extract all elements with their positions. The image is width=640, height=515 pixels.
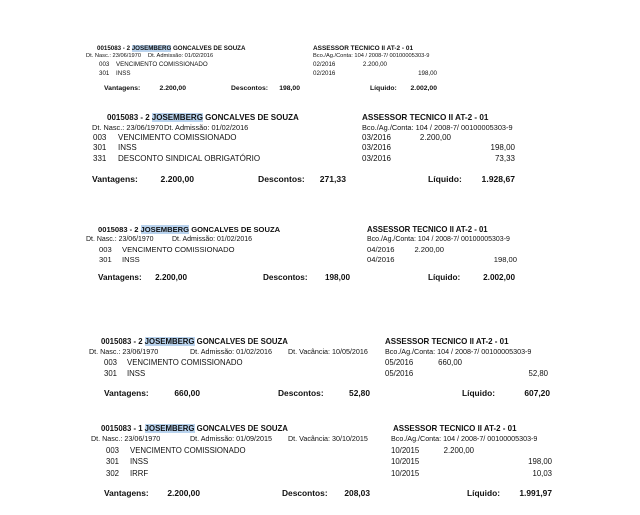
item-description: VENCIMENTO COMISSIONADO bbox=[122, 245, 235, 254]
employee-code: 0015083 - 2 bbox=[101, 337, 143, 346]
descontos-label: Descontos: bbox=[278, 388, 324, 398]
descontos-value: 52,80 bbox=[349, 388, 370, 398]
item-debit: 198,00 bbox=[528, 457, 552, 467]
item-credit: 660,00 bbox=[438, 358, 462, 367]
item-credit: 2.200,00 bbox=[414, 245, 444, 254]
job-position: ASSESSOR TECNICO II AT-2 - 01 bbox=[362, 113, 489, 122]
descontos-label: Descontos: bbox=[258, 173, 305, 184]
liquido-label: Líquido: bbox=[467, 487, 501, 498]
item-code: 003 bbox=[93, 133, 107, 142]
vantagens-value: 2.200,00 bbox=[167, 487, 200, 498]
item-debit: 52,80 bbox=[528, 369, 548, 378]
descontos-value: 208,03 bbox=[344, 487, 370, 498]
item-code: 003 bbox=[106, 446, 120, 455]
vantagens-label: Vantagens: bbox=[92, 173, 138, 184]
descontos-value: 198,00 bbox=[324, 273, 350, 283]
name-rest: GONCALVES DE SOUZA bbox=[202, 113, 299, 122]
birth-date: Dt. Nasc.: 23/06/1970 bbox=[86, 53, 142, 59]
item-code: 302 bbox=[106, 468, 120, 478]
name-highlight: JOSEMBERG bbox=[140, 225, 190, 234]
admission-date: Dt. Admissão: 01/02/2016 bbox=[172, 236, 252, 243]
item-description: INSS bbox=[122, 255, 140, 265]
employee-code: 0015083 - 2 bbox=[107, 113, 150, 122]
admission-date: Dt. Admissão: 01/09/2015 bbox=[190, 435, 272, 443]
liquido-label: Líquido: bbox=[370, 85, 397, 93]
item-period: 03/2016 bbox=[362, 153, 391, 163]
item-debit: 198,00 bbox=[493, 255, 517, 265]
name-highlight: JOSEMBERG bbox=[131, 45, 172, 52]
liquido-value: 1.991,97 bbox=[519, 487, 552, 498]
item-description: INSS bbox=[130, 457, 149, 467]
employee-name bbox=[152, 114, 299, 122]
bank-account: Bco./Ag./Conta: 104 / 2008-7/ 00100005303-9 bbox=[367, 236, 510, 243]
item-code: 301 bbox=[104, 369, 118, 378]
descontos-value: 271,33 bbox=[319, 173, 346, 184]
employee-name bbox=[145, 338, 288, 346]
item-period: 02/2016 bbox=[313, 69, 336, 77]
job-position: ASSESSOR TECNICO II AT-2 - 01 bbox=[367, 225, 488, 234]
liquido-value: 607,20 bbox=[524, 388, 550, 398]
item-credit: 2.200,00 bbox=[362, 61, 387, 68]
vantagens-label: Vantagens: bbox=[104, 388, 149, 398]
item-description: VENCIMENTO COMISSIONADO bbox=[127, 358, 243, 367]
item-description: IRRF bbox=[130, 468, 149, 478]
item-description: INSS bbox=[127, 369, 146, 378]
vacancy-date: Dt. Vacância: 30/10/2015 bbox=[288, 435, 368, 443]
item-description: INSS bbox=[118, 143, 137, 153]
item-code: 301 bbox=[99, 255, 112, 265]
item-code: 301 bbox=[106, 457, 120, 467]
birth-date: Dt. Nasc.: 23/06/1970 bbox=[92, 123, 164, 132]
item-code: 003 bbox=[99, 245, 112, 254]
bank-account: Bco./Ag./Conta: 104 / 2008-7/ 00100005303-9 bbox=[362, 123, 513, 132]
item-credit: 2.200,00 bbox=[443, 446, 474, 455]
item-period: 10/2015 bbox=[391, 446, 420, 455]
item-period: 02/2016 bbox=[313, 61, 336, 68]
item-description: VENCIMENTO COMISSIONADO bbox=[118, 133, 237, 142]
item-debit: 10,03 bbox=[532, 468, 552, 478]
name-highlight: JOSEMBERG bbox=[144, 424, 195, 433]
descontos-label: Descontos: bbox=[263, 273, 308, 283]
employee-code: 0015083 - 2 bbox=[98, 225, 139, 234]
vantagens-value: 2.200,00 bbox=[160, 173, 194, 184]
birth-date: Dt. Nasc.: 23/06/1970 bbox=[91, 435, 161, 443]
item-description: DESCONTO SINDICAL OBRIGATÓRIO bbox=[118, 153, 261, 163]
name-rest: GONCALVES DE SOUZA bbox=[171, 45, 246, 52]
item-debit: 198,00 bbox=[418, 69, 437, 77]
item-credit: 2.200,00 bbox=[419, 133, 451, 142]
name-rest: GONCALVES DE SOUZA bbox=[189, 225, 281, 234]
item-period: 04/2016 bbox=[367, 245, 395, 254]
bank-account: Bco./Ag./Conta: 104 / 2008-7/ 00100005303-9 bbox=[391, 435, 538, 443]
descontos-label: Descontos: bbox=[282, 487, 328, 498]
vantagens-label: Vantagens: bbox=[98, 273, 142, 283]
employee-name bbox=[145, 425, 288, 433]
item-debit: 73,33 bbox=[494, 153, 515, 163]
job-position: ASSESSOR TECNICO II AT-2 - 01 bbox=[313, 45, 414, 52]
vantagens-value: 2.200,00 bbox=[155, 273, 187, 283]
job-position: ASSESSOR TECNICO II AT-2 - 01 bbox=[393, 424, 517, 433]
vantagens-label: Vantagens: bbox=[104, 487, 149, 498]
item-period: 03/2016 bbox=[362, 133, 391, 142]
item-code: 331 bbox=[93, 153, 107, 163]
employee-name bbox=[132, 46, 246, 52]
item-period: 05/2016 bbox=[385, 369, 414, 378]
vacancy-date: Dt. Vacância: 10/05/2016 bbox=[288, 347, 368, 356]
item-period: 04/2016 bbox=[367, 255, 395, 265]
item-description: VENCIMENTO COMISSIONADO bbox=[130, 446, 246, 455]
item-description: INSS bbox=[116, 69, 131, 77]
birth-date: Dt. Nasc.: 23/06/1970 bbox=[86, 236, 154, 243]
employee-name bbox=[141, 226, 281, 234]
admission-date: Dt. Admissão: 01/02/2016 bbox=[190, 347, 272, 356]
liquido-value: 1.928,67 bbox=[481, 173, 515, 184]
employee-code: 0015083 - 2 bbox=[97, 45, 131, 52]
bank-account: Bco./Ag./Conta: 104 / 2008-7/ 00100005303-9 bbox=[313, 53, 430, 59]
job-position: ASSESSOR TECNICO II AT-2 - 01 bbox=[385, 337, 509, 346]
liquido-value: 2.002,00 bbox=[410, 85, 437, 93]
descontos-value: 198,00 bbox=[279, 85, 300, 93]
item-code: 301 bbox=[93, 143, 107, 153]
name-rest: GONCALVES DE SOUZA bbox=[194, 424, 288, 433]
item-period: 10/2015 bbox=[391, 457, 420, 467]
vantagens-value: 2.200,00 bbox=[159, 85, 186, 93]
liquido-label: Líquido: bbox=[428, 173, 462, 184]
vantagens-value: 660,00 bbox=[174, 388, 200, 398]
item-code: 301 bbox=[99, 69, 110, 77]
liquido-label: Líquido: bbox=[428, 273, 461, 283]
item-description: VENCIMENTO COMISSIONADO bbox=[116, 61, 208, 68]
item-code: 003 bbox=[99, 61, 110, 68]
birth-date: Dt. Nasc.: 23/06/1970 bbox=[89, 347, 159, 356]
name-highlight: JOSEMBERG bbox=[144, 337, 195, 346]
bank-account: Bco./Ag./Conta: 104 / 2008-7/ 00100005303-9 bbox=[385, 347, 532, 356]
employee-code: 0015083 - 1 bbox=[101, 424, 143, 433]
admission-date: Dt. Admissão: 01/02/2016 bbox=[164, 123, 249, 132]
item-debit: 198,00 bbox=[490, 143, 515, 153]
liquido-label: Líquido: bbox=[462, 388, 496, 398]
vantagens-label: Vantagens: bbox=[104, 85, 141, 93]
name-highlight: JOSEMBERG bbox=[151, 113, 203, 122]
admission-date: Dt. Admissão: 01/02/2016 bbox=[148, 53, 214, 59]
liquido-value: 2.002,00 bbox=[483, 273, 515, 283]
descontos-label: Descontos: bbox=[231, 85, 269, 93]
item-period: 03/2016 bbox=[362, 143, 391, 153]
item-period: 10/2015 bbox=[391, 468, 420, 478]
name-rest: GONCALVES DE SOUZA bbox=[194, 337, 288, 346]
item-code: 003 bbox=[104, 358, 118, 367]
item-period: 05/2016 bbox=[385, 358, 414, 367]
